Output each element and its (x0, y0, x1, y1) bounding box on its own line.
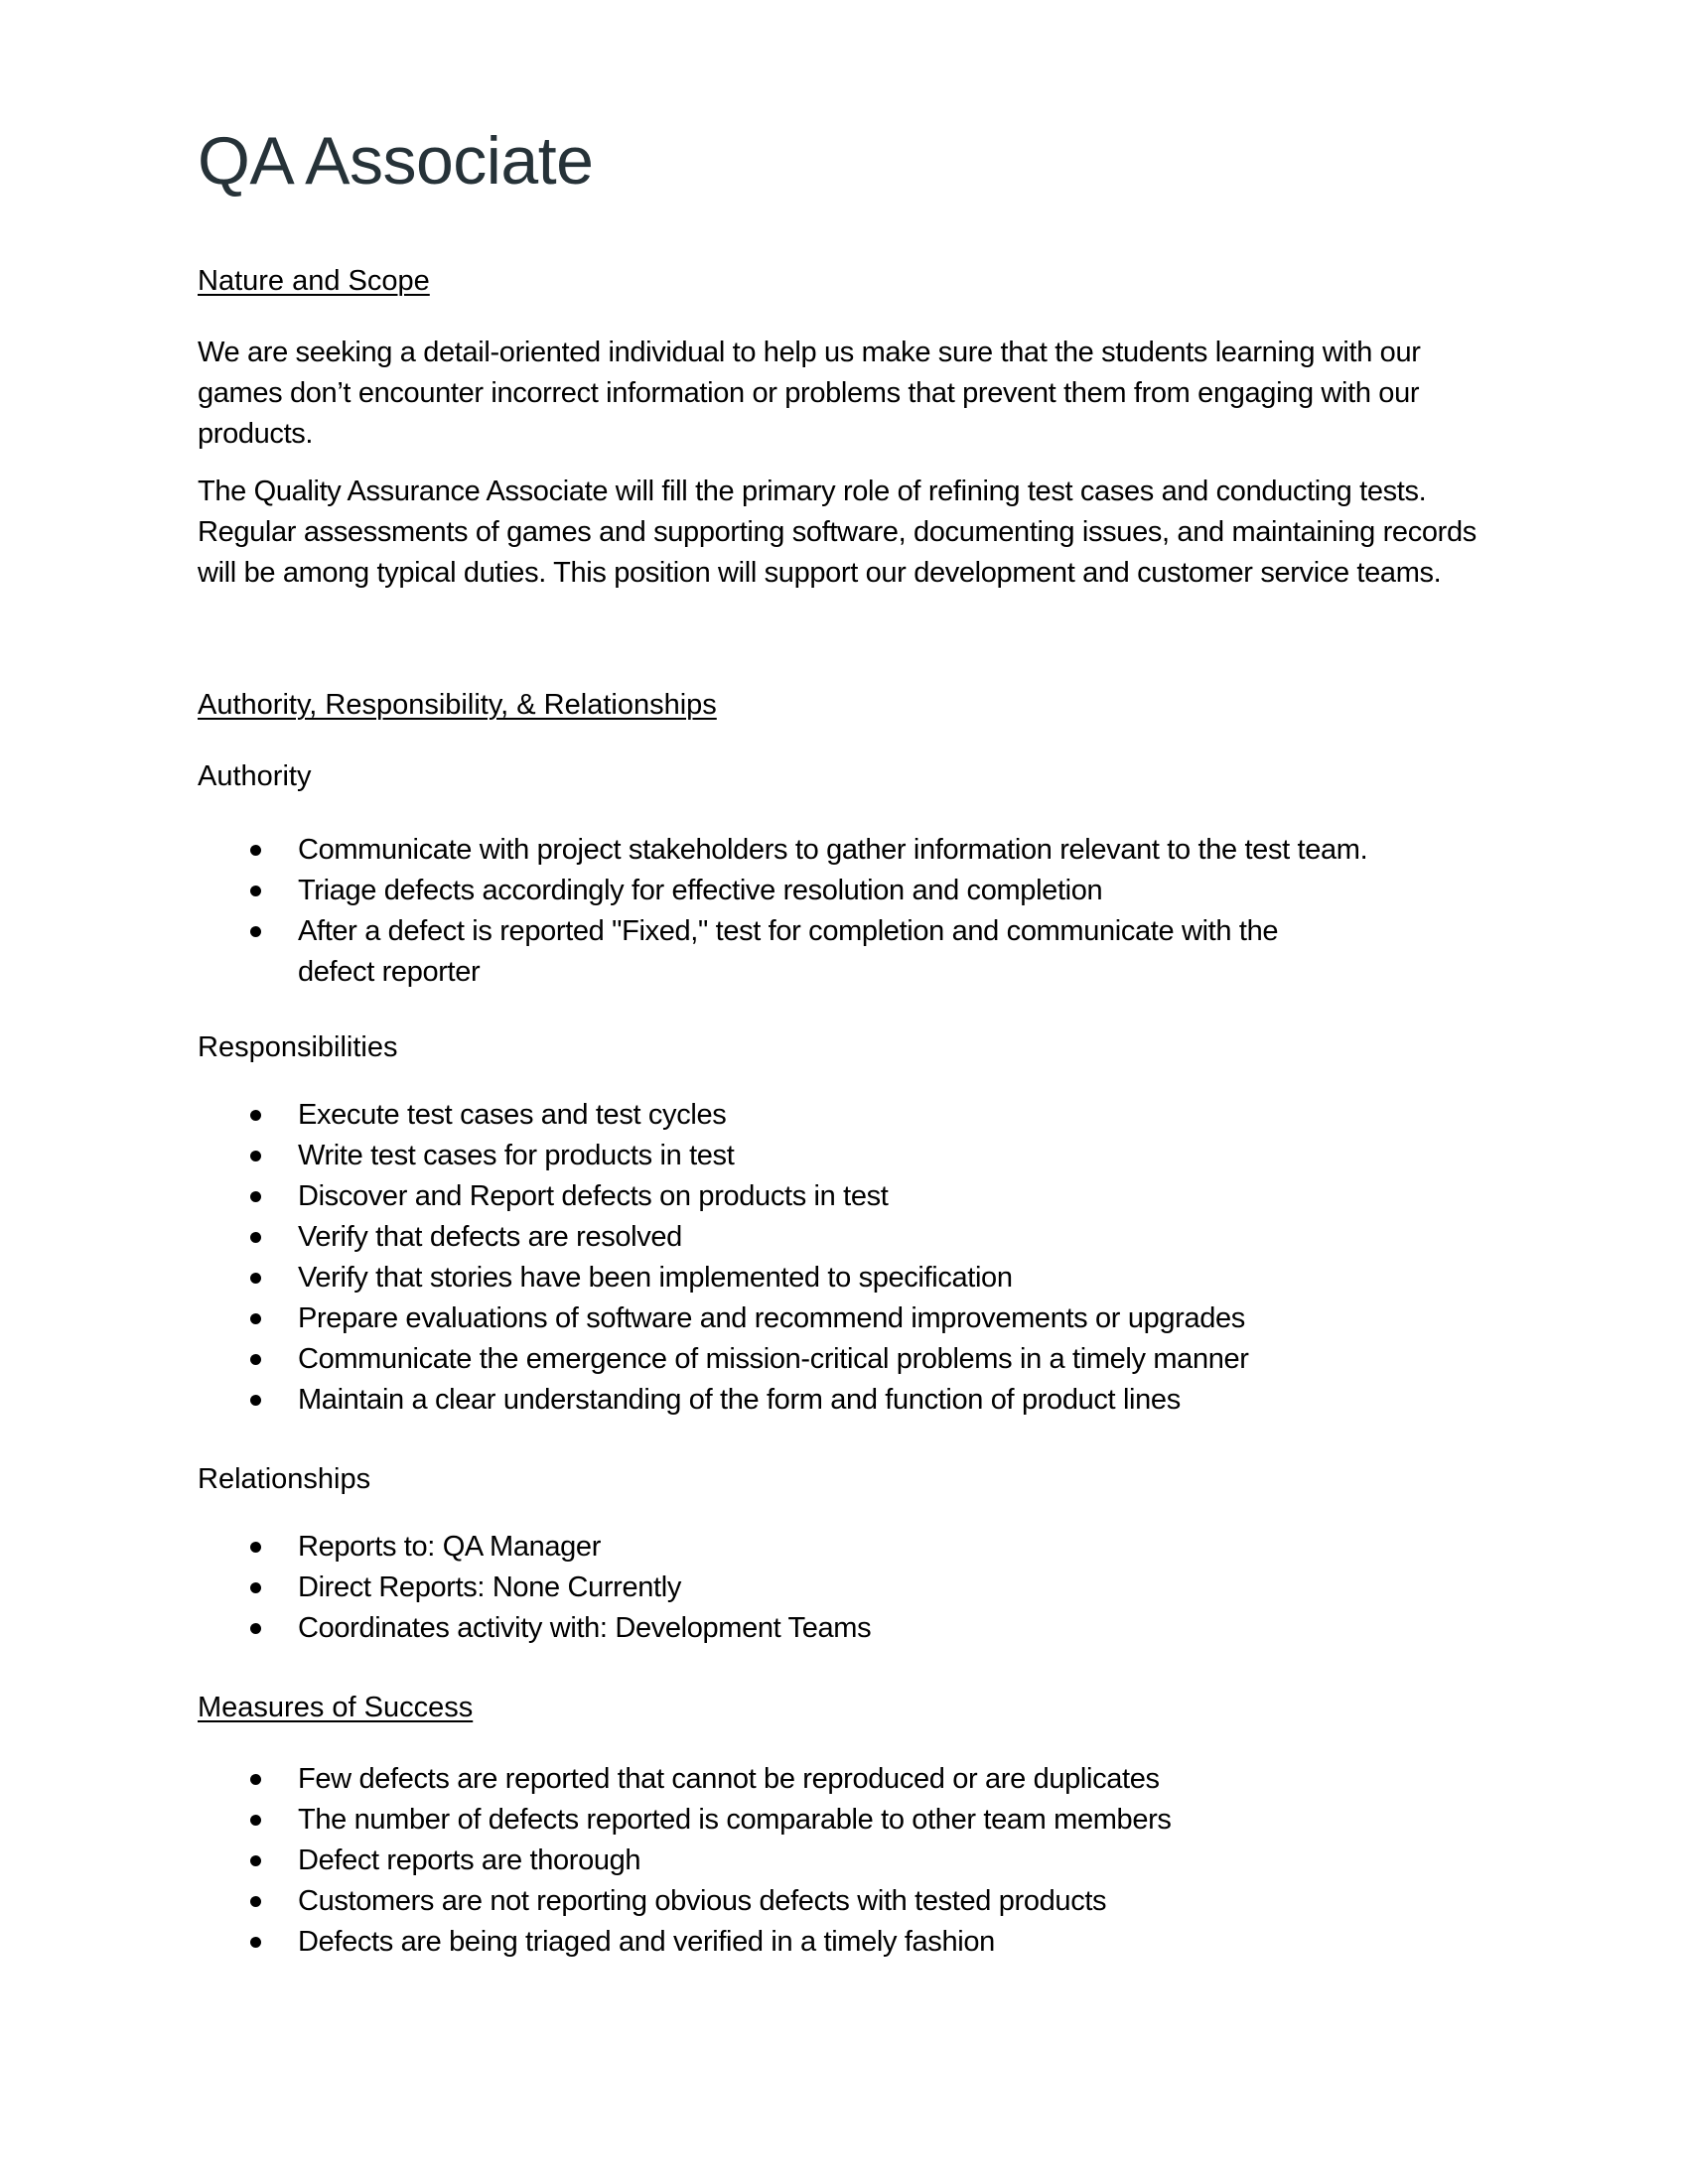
bullet-icon (250, 845, 261, 856)
list-item (198, 871, 1488, 911)
list-item-text: Defects are being triaged and verified in a timely fashion (298, 1926, 995, 1958)
bullet-icon (250, 926, 261, 937)
list-item (198, 1841, 1488, 1881)
bullet-icon (250, 1582, 261, 1593)
list-item (198, 1608, 1488, 1649)
bullet-icon (250, 1232, 261, 1243)
list-item (198, 1339, 1488, 1380)
list-item (198, 1258, 1488, 1298)
list-item (198, 1759, 1488, 1800)
list-item (198, 1095, 1488, 1136)
list-item (198, 1568, 1488, 1608)
bullet-icon (250, 1273, 261, 1284)
list-item-text: Prepare evaluations of software and recommend improvements or upgrades (298, 1302, 1245, 1334)
measures-list (198, 1759, 1488, 1963)
list-item-text: Write test cases for products in test (298, 1140, 735, 1171)
list-item (198, 1136, 1488, 1176)
list-item-text: Communicate with project stakeholders to gather information relevant to the test team. (298, 834, 1368, 866)
bullet-icon (250, 1313, 261, 1324)
section-heading-authority-responsibility-relationships: Authority, Responsibility, & Relationships (198, 689, 717, 721)
list-item (198, 1176, 1488, 1217)
bullet-icon (250, 886, 261, 896)
subheading-relationships: Relationships (198, 1463, 371, 1495)
list-item-text: Few defects are reported that cannot be reproduced or are duplicates (298, 1763, 1160, 1795)
relationships-list (198, 1527, 1488, 1649)
bullet-icon (250, 1110, 261, 1121)
bullet-icon (250, 1542, 261, 1553)
list-item-text: Execute test cases and test cycles (298, 1099, 727, 1131)
subheading-authority: Authority (198, 760, 312, 792)
list-item-text: Defect reports are thorough (298, 1844, 641, 1876)
list-item-text: Customers are not reporting obvious defects with tested products (298, 1885, 1107, 1917)
paragraph-role: The Quality Assurance Associate will fill the primary role of refining test cases and conducting tests. Regular assessments of games and supporting software, documenting issues, and maintaining records will be among typical duties. This position will support our development and customer service teams. (198, 476, 1477, 589)
list-item (198, 830, 1488, 871)
list-item (198, 1217, 1488, 1258)
list-item-text: Reports to: QA Manager (298, 1531, 602, 1563)
bullet-icon (250, 1855, 261, 1866)
list-item (198, 1922, 1488, 1963)
list-item-text: Triage defects accordingly for effective resolution and completion (298, 875, 1103, 906)
subheading-responsibilities: Responsibilities (198, 1031, 398, 1063)
authority-list (198, 830, 1488, 993)
list-item (198, 1800, 1488, 1841)
section-heading-nature-scope: Nature and Scope (198, 265, 430, 297)
bullet-icon (250, 1896, 261, 1907)
bullet-icon (250, 1623, 261, 1634)
list-item-text: Discover and Report defects on products in test (298, 1180, 889, 1212)
bullet-icon (250, 1937, 261, 1948)
list-item-text: Verify that stories have been implemented to specification (298, 1262, 1013, 1294)
list-item (198, 911, 1488, 993)
list-item (198, 1380, 1488, 1421)
list-item-text: Maintain a clear understanding of the form and function of product lines (298, 1384, 1181, 1416)
bullet-icon (250, 1354, 261, 1365)
list-item-text: The number of defects reported is comparable to other team members (298, 1804, 1172, 1836)
bullet-icon (250, 1395, 261, 1406)
bullet-icon (250, 1191, 261, 1202)
paragraph-intro: We are seeking a detail-oriented individual to help us make sure that the students learning with our games don’t encounter incorrect information or problems that prevent them from engaging with our products. (198, 337, 1421, 450)
page-title: QA Associate (198, 123, 594, 199)
list-item (198, 1881, 1488, 1922)
list-item-text: Direct Reports: None Currently (298, 1571, 681, 1603)
section-heading-measures-of-success: Measures of Success (198, 1692, 474, 1723)
bullet-icon (250, 1151, 261, 1161)
responsibilities-list (198, 1095, 1488, 1421)
list-item (198, 1298, 1488, 1339)
list-item-text: Communicate the emergence of mission-critical problems in a timely manner (298, 1343, 1249, 1375)
list-item-text: Verify that defects are resolved (298, 1221, 682, 1253)
list-item-text: After a defect is reported "Fixed," test for completion and communicate with the defect reporter (298, 915, 1279, 988)
bullet-icon (250, 1774, 261, 1785)
bullet-icon (250, 1815, 261, 1826)
list-item (198, 1527, 1488, 1568)
list-item-text: Coordinates activity with: Development Teams (298, 1612, 872, 1644)
